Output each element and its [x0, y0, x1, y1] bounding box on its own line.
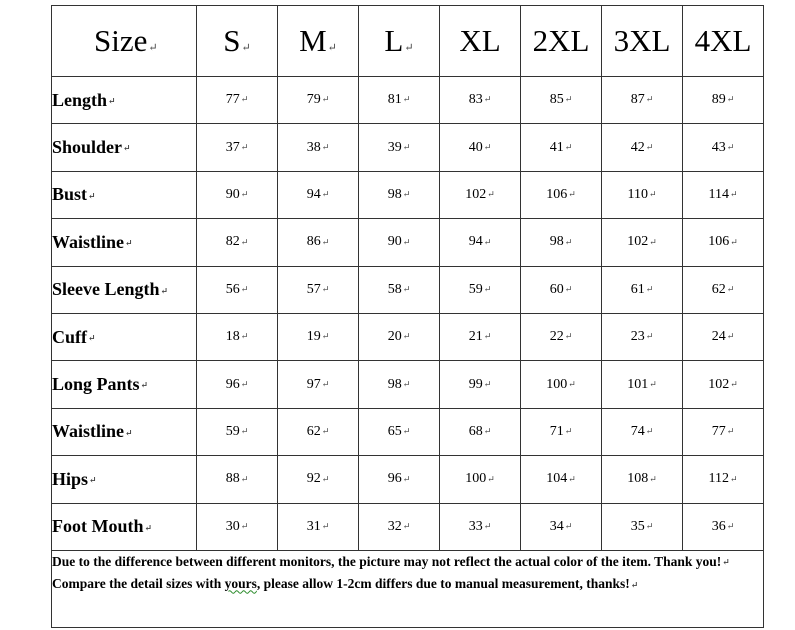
paragraph-mark-icon: ↵ — [123, 143, 131, 154]
measurement-value: 31 — [306, 518, 321, 534]
measurement-value: 87 — [630, 92, 645, 108]
measurement-value: 36 — [711, 518, 726, 534]
paragraph-mark-icon: ↵ — [722, 557, 730, 568]
measurement-value: 62 — [306, 423, 321, 439]
row-label-cell — [52, 456, 197, 503]
paragraph-mark-icon: ↵ — [568, 378, 576, 389]
size-header-s — [197, 6, 278, 77]
paragraph-mark-icon: ↵ — [402, 189, 411, 200]
paragraph-mark-icon: ↵ — [240, 473, 249, 484]
paragraph-mark-icon: ↵ — [321, 94, 330, 105]
measurement-cell — [359, 171, 440, 218]
row-label-cell — [52, 77, 197, 124]
table-body — [52, 77, 764, 551]
measurement-cell — [440, 77, 521, 124]
row-label: Long Pants — [52, 374, 140, 395]
table-row — [52, 313, 764, 360]
paragraph-mark-icon: ↵ — [726, 331, 735, 342]
measurement-value: 23 — [630, 329, 645, 345]
row-label-cell — [52, 171, 197, 218]
measurement-value: 94 — [468, 234, 483, 250]
paragraph-mark-icon: ↵ — [321, 236, 330, 247]
measurement-value: 56 — [225, 281, 240, 297]
measurement-value: 59 — [468, 281, 483, 297]
measurement-value: 86 — [306, 234, 321, 250]
measurement-cell — [683, 503, 764, 550]
paragraph-mark-icon: ↵ — [645, 94, 654, 105]
paragraph-mark-icon: ↵ — [404, 42, 414, 54]
measurement-value: 110 — [627, 186, 648, 202]
measurement-cell — [440, 266, 521, 313]
row-label: Waistline — [52, 231, 125, 252]
row-label: Waistline — [52, 421, 125, 442]
measurement-cell — [359, 456, 440, 503]
measurement-value: 18 — [225, 329, 240, 345]
size-label: 2XL — [532, 23, 590, 58]
measurement-cell — [683, 266, 764, 313]
note-line-2-end: , please allow 1-2cm differs due to manual measurement, thanks! — [256, 576, 630, 592]
measurement-cell — [197, 219, 278, 266]
measurement-cell — [521, 219, 602, 266]
measurement-value: 24 — [711, 329, 726, 345]
paragraph-mark-icon: ↵ — [402, 331, 411, 342]
measurement-cell — [602, 219, 683, 266]
measurement-cell — [521, 313, 602, 360]
measurement-cell — [602, 266, 683, 313]
measurement-cell — [440, 503, 521, 550]
measurement-cell — [602, 361, 683, 408]
paragraph-mark-icon: ↵ — [321, 284, 330, 295]
size-label: S — [223, 23, 241, 58]
measurement-value: 61 — [630, 281, 645, 297]
measurement-cell — [683, 408, 764, 455]
measurement-cell — [683, 456, 764, 503]
paragraph-mark-icon: ↵ — [402, 520, 411, 531]
measurement-cell — [278, 219, 359, 266]
measurement-cell — [197, 171, 278, 218]
paragraph-mark-icon: ↵ — [483, 94, 492, 105]
paragraph-mark-icon: ↵ — [483, 520, 492, 531]
measurement-value: 98 — [387, 186, 402, 202]
paragraph-mark-icon: ↵ — [88, 333, 96, 344]
paragraph-mark-icon: ↵ — [483, 331, 492, 342]
measurement-value: 39 — [387, 139, 402, 155]
measurement-value: 42 — [630, 139, 645, 155]
paragraph-mark-icon: ↵ — [649, 378, 657, 389]
size-header-2xl — [521, 6, 602, 77]
paragraph-mark-icon: ↵ — [568, 189, 576, 200]
row-label: Sleeve Length — [52, 279, 160, 300]
measurement-value: 74 — [630, 423, 645, 439]
measurement-value: 35 — [630, 518, 645, 534]
measurement-value: 104 — [546, 471, 568, 487]
measurement-cell — [683, 77, 764, 124]
measurement-cell — [359, 503, 440, 550]
paragraph-mark-icon: ↵ — [321, 473, 330, 484]
size-label: 4XL — [694, 23, 752, 58]
measurement-cell — [440, 171, 521, 218]
measurement-cell — [197, 361, 278, 408]
measurement-cell — [440, 219, 521, 266]
table-row — [52, 77, 764, 124]
measurement-cell — [683, 219, 764, 266]
paragraph-mark-icon: ↵ — [321, 189, 330, 200]
table-row — [52, 456, 764, 503]
row-label-cell — [52, 124, 197, 171]
measurement-cell — [197, 313, 278, 360]
measurement-value: 81 — [387, 92, 402, 108]
notes-cell — [52, 550, 764, 627]
measurement-value: 38 — [306, 139, 321, 155]
measurement-cell — [440, 456, 521, 503]
measurement-cell — [521, 77, 602, 124]
paragraph-mark-icon: ↵ — [321, 426, 330, 437]
size-header-3xl — [602, 6, 683, 77]
table-row — [52, 171, 764, 218]
paragraph-mark-icon: ↵ — [240, 236, 249, 247]
measurement-value: 62 — [711, 281, 726, 297]
measurement-value: 102 — [627, 234, 649, 250]
paragraph-mark-icon: ↵ — [564, 284, 573, 295]
size-label: M — [299, 23, 327, 58]
paragraph-mark-icon: ↵ — [240, 94, 249, 105]
paragraph-mark-icon: ↵ — [487, 189, 495, 200]
measurement-value: 32 — [387, 518, 402, 534]
paragraph-mark-icon: ↵ — [568, 473, 576, 484]
paragraph-mark-icon: ↵ — [483, 284, 492, 295]
paragraph-mark-icon: ↵ — [726, 520, 735, 531]
measurement-value: 98 — [549, 234, 564, 250]
table-row — [52, 219, 764, 266]
paragraph-mark-icon: ↵ — [649, 473, 657, 484]
measurement-value: 33 — [468, 518, 483, 534]
row-label: Cuff — [52, 326, 87, 347]
measurement-value: 60 — [549, 281, 564, 297]
paragraph-mark-icon: ↵ — [402, 378, 411, 389]
measurement-value: 71 — [549, 423, 564, 439]
paragraph-mark-icon: ↵ — [402, 94, 411, 105]
measurement-value: 94 — [306, 186, 321, 202]
measurement-cell — [359, 408, 440, 455]
measurement-value: 102 — [465, 186, 487, 202]
measurement-value: 114 — [708, 186, 729, 202]
paragraph-mark-icon: ↵ — [487, 473, 495, 484]
paragraph-mark-icon: ↵ — [564, 331, 573, 342]
measurement-value: 98 — [387, 376, 402, 392]
measurement-cell — [683, 313, 764, 360]
size-chart — [51, 5, 763, 628]
paragraph-mark-icon: ↵ — [240, 141, 249, 152]
paragraph-mark-icon: ↵ — [564, 94, 573, 105]
paragraph-mark-icon: ↵ — [240, 331, 249, 342]
size-header-xl — [440, 6, 521, 77]
measurement-cell — [521, 408, 602, 455]
measurement-value: 90 — [225, 186, 240, 202]
note-line-2-underlined: yours — [224, 576, 257, 592]
measurement-cell — [359, 313, 440, 360]
measurement-cell — [521, 361, 602, 408]
measurement-value: 90 — [387, 234, 402, 250]
measurement-cell — [602, 408, 683, 455]
measurement-cell — [440, 124, 521, 171]
table-row — [52, 266, 764, 313]
measurement-cell — [197, 266, 278, 313]
paragraph-mark-icon: ↵ — [402, 426, 411, 437]
paragraph-mark-icon: ↵ — [645, 284, 654, 295]
measurement-cell — [359, 361, 440, 408]
measurement-cell — [278, 313, 359, 360]
measurement-cell — [602, 503, 683, 550]
measurement-cell — [440, 361, 521, 408]
measurement-cell — [521, 171, 602, 218]
measurement-value: 79 — [306, 92, 321, 108]
paragraph-mark-icon: ↵ — [564, 141, 573, 152]
size-header-l — [359, 6, 440, 77]
paragraph-mark-icon: ↵ — [645, 331, 654, 342]
row-label: Shoulder — [52, 137, 123, 158]
measurement-value: 20 — [387, 329, 402, 345]
measurement-cell — [521, 503, 602, 550]
paragraph-mark-icon: ↵ — [144, 522, 153, 533]
measurement-value: 58 — [387, 281, 402, 297]
measurement-cell — [602, 124, 683, 171]
measurement-value: 83 — [468, 92, 483, 108]
paragraph-mark-icon: ↵ — [645, 520, 654, 531]
measurement-cell — [521, 124, 602, 171]
measurement-value: 106 — [546, 186, 568, 202]
measurement-cell — [683, 171, 764, 218]
paragraph-mark-icon: ↵ — [726, 426, 735, 437]
measurement-value: 100 — [465, 471, 487, 487]
measurement-value: 22 — [549, 329, 564, 345]
measurement-cell — [359, 266, 440, 313]
measurement-value: 99 — [468, 376, 483, 392]
measurement-cell — [602, 313, 683, 360]
measurement-cell — [197, 124, 278, 171]
paragraph-mark-icon: ↵ — [125, 238, 133, 249]
measurement-value: 106 — [708, 234, 730, 250]
row-label-cell — [52, 361, 197, 408]
paragraph-mark-icon: ↵ — [483, 426, 492, 437]
row-label: Length — [52, 89, 108, 110]
measurement-value: 88 — [225, 471, 240, 487]
measurement-value: 89 — [711, 92, 726, 108]
paragraph-mark-icon: ↵ — [648, 189, 657, 200]
row-label-cell — [52, 266, 197, 313]
measurement-value: 41 — [549, 139, 564, 155]
size-header-cell — [52, 6, 197, 77]
row-label-cell — [52, 219, 197, 266]
measurement-value: 96 — [225, 376, 240, 392]
paragraph-mark-icon: ↵ — [321, 378, 330, 389]
paragraph-mark-icon: ↵ — [240, 520, 249, 531]
measurement-value: 65 — [387, 423, 402, 439]
paragraph-mark-icon: ↵ — [240, 284, 249, 295]
measurement-cell — [278, 77, 359, 124]
note-color-disclaimer — [52, 551, 763, 573]
paragraph-mark-icon: ↵ — [645, 426, 654, 437]
size-header-m — [278, 6, 359, 77]
paragraph-mark-icon: ↵ — [726, 94, 735, 105]
measurement-cell — [278, 266, 359, 313]
notes-row — [52, 550, 764, 627]
paragraph-mark-icon: ↵ — [108, 96, 116, 107]
measurement-value: 112 — [708, 471, 729, 487]
measurement-value: 21 — [468, 329, 483, 345]
paragraph-mark-icon: ↵ — [240, 189, 249, 200]
size-label: XL — [459, 23, 501, 58]
measurement-value: 96 — [387, 471, 402, 487]
paragraph-mark-icon: ↵ — [726, 284, 735, 295]
measurement-value: 77 — [225, 92, 240, 108]
measurement-cell — [521, 266, 602, 313]
note-measurement — [52, 573, 763, 595]
row-label-cell — [52, 408, 197, 455]
measurement-value: 85 — [549, 92, 564, 108]
measurement-cell — [602, 77, 683, 124]
row-label-cell — [52, 313, 197, 360]
measurement-value: 77 — [711, 423, 726, 439]
paragraph-mark-icon: ↵ — [483, 236, 492, 247]
measurement-cell — [197, 456, 278, 503]
measurement-value: 40 — [468, 139, 483, 155]
measurement-cell — [278, 456, 359, 503]
paragraph-mark-icon: ↵ — [88, 190, 96, 201]
measurement-value: 100 — [546, 376, 568, 392]
measurement-value: 68 — [468, 423, 483, 439]
row-label: Foot Mouth — [52, 516, 144, 537]
paragraph-mark-icon: ↵ — [321, 520, 330, 531]
measurement-cell — [521, 456, 602, 503]
measurement-value: 102 — [708, 376, 730, 392]
measurement-value: 108 — [627, 471, 649, 487]
size-table — [51, 5, 764, 628]
measurement-cell — [359, 219, 440, 266]
measurement-value: 59 — [225, 423, 240, 439]
measurement-value: 34 — [549, 518, 564, 534]
paragraph-mark-icon: ↵ — [321, 331, 330, 342]
measurement-cell — [197, 503, 278, 550]
paragraph-mark-icon: ↵ — [241, 42, 251, 54]
measurement-cell — [602, 171, 683, 218]
paragraph-mark-icon: ↵ — [125, 427, 133, 438]
measurement-cell — [683, 361, 764, 408]
paragraph-mark-icon: ↵ — [402, 236, 411, 247]
table-row — [52, 408, 764, 455]
measurement-cell — [278, 171, 359, 218]
paragraph-mark-icon: ↵ — [402, 284, 411, 295]
measurement-value: 92 — [306, 471, 321, 487]
table-row — [52, 124, 764, 171]
paragraph-mark-icon: ↵ — [321, 141, 330, 152]
measurement-value: 101 — [627, 376, 649, 392]
measurement-cell — [197, 77, 278, 124]
size-label: L — [384, 23, 404, 58]
paragraph-mark-icon: ↵ — [729, 189, 738, 200]
measurement-value: 97 — [306, 376, 321, 392]
measurement-value: 37 — [225, 139, 240, 155]
measurement-cell — [359, 77, 440, 124]
paragraph-mark-icon: ↵ — [483, 141, 492, 152]
paragraph-mark-icon: ↵ — [729, 473, 738, 484]
measurement-cell — [197, 408, 278, 455]
paragraph-mark-icon: ↵ — [564, 426, 573, 437]
measurement-cell — [359, 124, 440, 171]
paragraph-mark-icon: ↵ — [630, 579, 639, 590]
note-line-2-start: Compare the detail sizes with — [52, 576, 225, 592]
measurement-cell — [278, 408, 359, 455]
paragraph-mark-icon: ↵ — [402, 473, 411, 484]
paragraph-mark-icon: ↵ — [730, 378, 738, 389]
measurement-cell — [602, 456, 683, 503]
measurement-cell — [440, 408, 521, 455]
row-label-cell — [52, 503, 197, 550]
measurement-value: 30 — [225, 518, 240, 534]
table-row — [52, 503, 764, 550]
measurement-value: 82 — [225, 234, 240, 250]
paragraph-mark-icon: ↵ — [483, 378, 492, 389]
paragraph-mark-icon: ↵ — [240, 426, 249, 437]
paragraph-mark-icon: ↵ — [564, 236, 573, 247]
paragraph-mark-icon: ↵ — [726, 141, 735, 152]
row-label: Bust — [52, 184, 88, 205]
paragraph-mark-icon: ↵ — [89, 475, 97, 486]
measurement-cell — [278, 361, 359, 408]
paragraph-mark-icon: ↵ — [148, 42, 158, 54]
measurement-value: 57 — [306, 281, 321, 297]
size-header-label: Size — [94, 23, 148, 58]
measurement-cell — [278, 503, 359, 550]
size-header-4xl — [683, 6, 764, 77]
measurement-value: 19 — [306, 329, 321, 345]
size-label: 3XL — [613, 23, 671, 58]
paragraph-mark-icon: ↵ — [327, 42, 337, 54]
paragraph-mark-icon: ↵ — [240, 378, 249, 389]
paragraph-mark-icon: ↵ — [402, 141, 411, 152]
measurement-cell — [278, 124, 359, 171]
paragraph-mark-icon: ↵ — [649, 236, 657, 247]
paragraph-mark-icon: ↵ — [645, 141, 654, 152]
paragraph-mark-icon: ↵ — [160, 285, 169, 296]
paragraph-mark-icon: ↵ — [564, 520, 573, 531]
paragraph-mark-icon: ↵ — [730, 236, 738, 247]
measurement-value: 43 — [711, 139, 726, 155]
note-line-1: Due to the difference between different monitors, the picture may not reflect the actual color of the item. Thank you! — [52, 553, 722, 569]
paragraph-mark-icon: ↵ — [140, 380, 149, 391]
measurement-cell — [440, 313, 521, 360]
header-row — [52, 6, 764, 77]
row-label: Hips — [52, 468, 89, 489]
table-row — [52, 361, 764, 408]
measurement-cell — [683, 124, 764, 171]
